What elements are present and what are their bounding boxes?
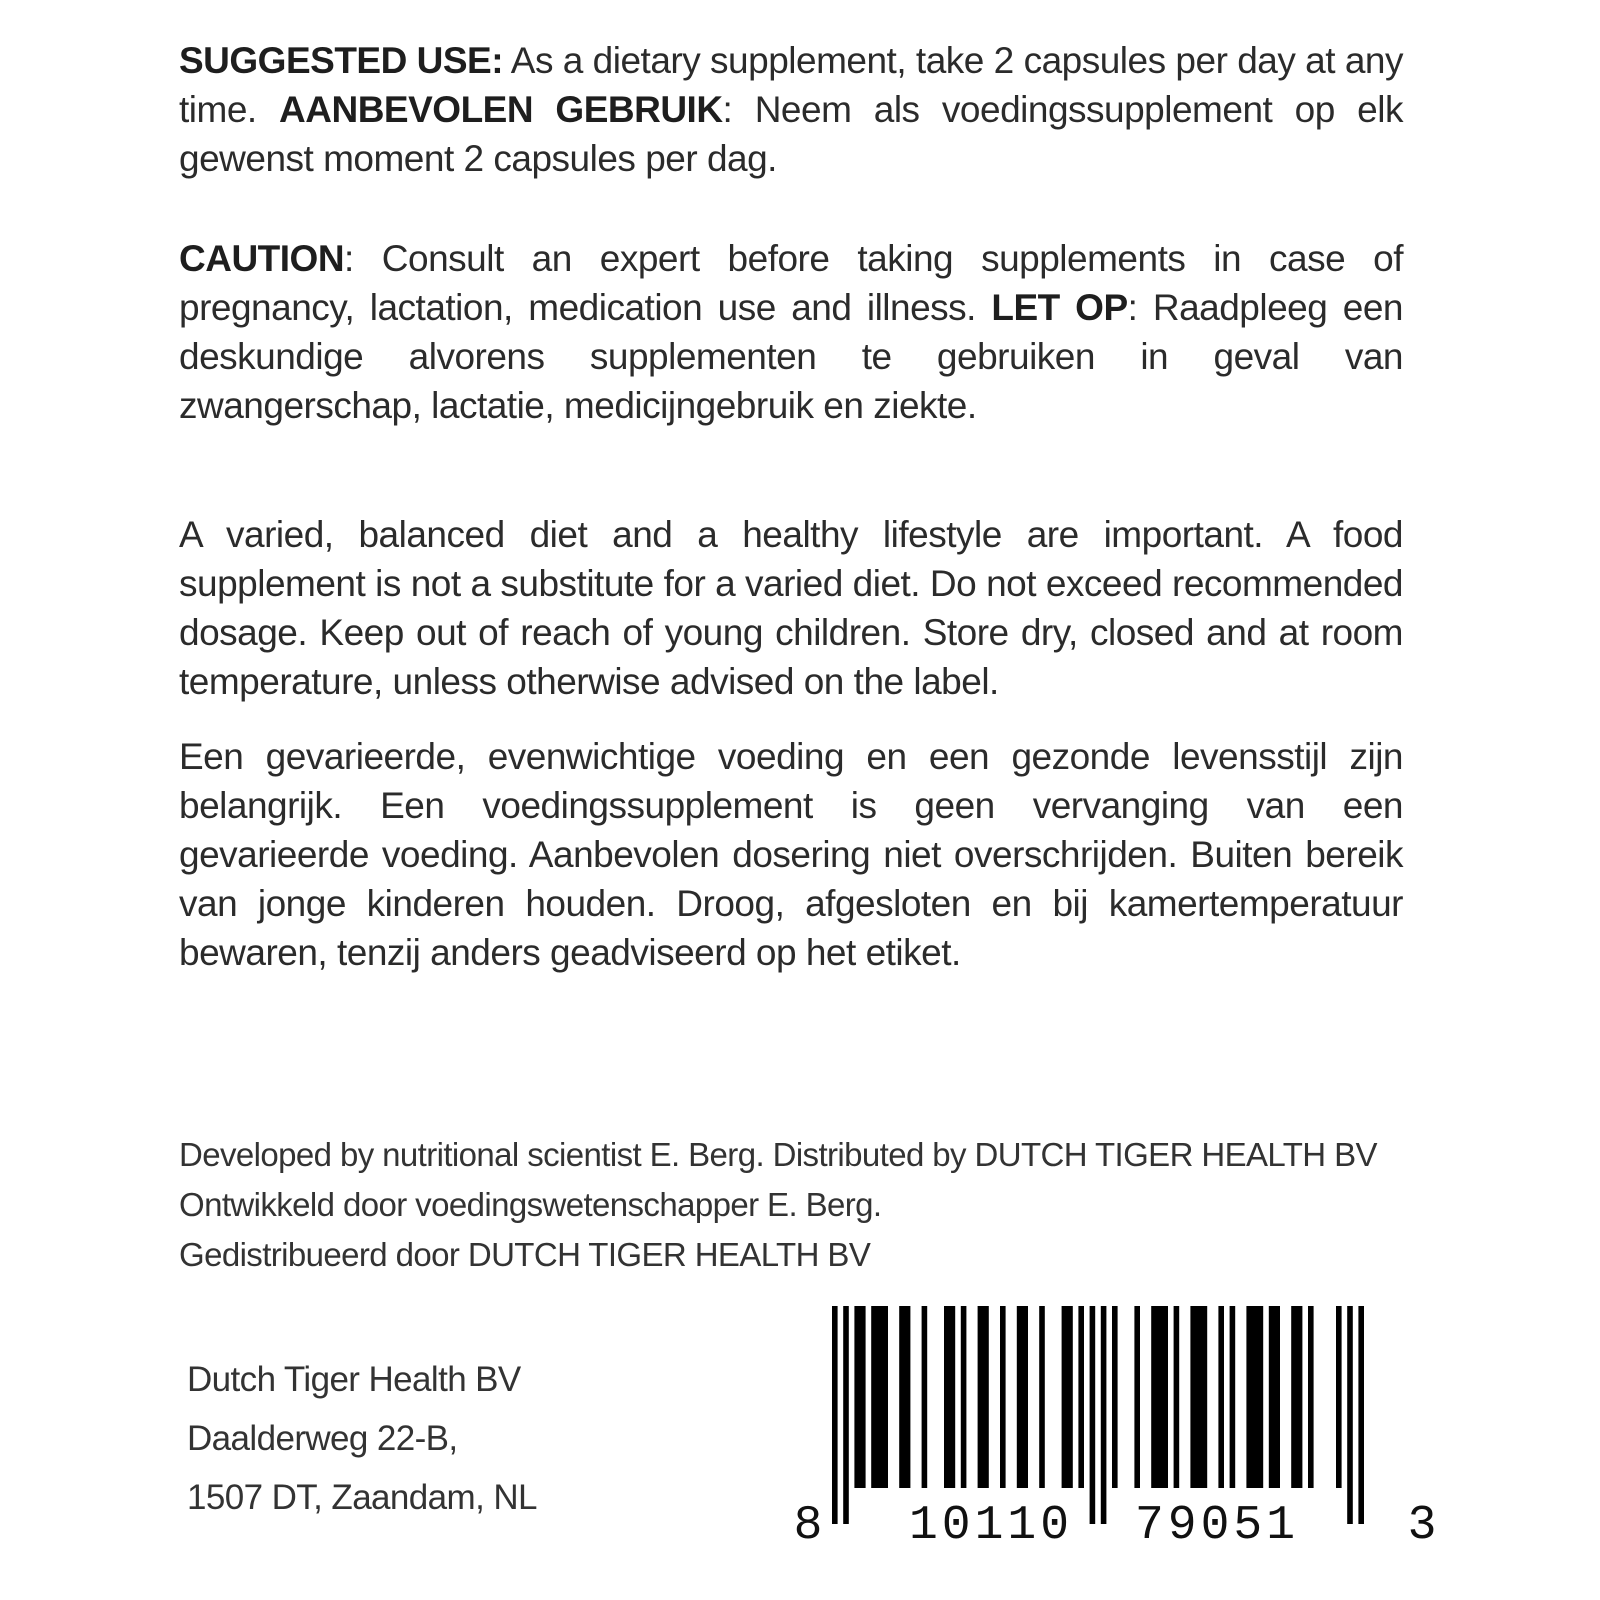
barcode-bar [1347,1306,1353,1524]
barcode [786,1306,1446,1576]
caution-paragraph [179,234,1403,430]
barcode-bar [1151,1306,1168,1488]
barcode-digit-last: 3 [1407,1499,1437,1553]
suggested-use-paragraph [179,36,1403,183]
company-address [187,1350,537,1527]
barcode-bar [1190,1306,1207,1488]
aanbevolen-gebruik-label: AANBEVOLEN GEBRUIK [279,89,723,130]
let-op-text: : Raadpleeg een deskundige alvorens supplementen te gebruiken in geval van zwangerschap, lactatie, medicijngebruik en ziekte. [179,287,1403,426]
credits-block [179,1130,1377,1280]
credits-line-nl-developed: Ontwikkeld door voedingswetenschapper E. Berg. [179,1186,882,1223]
barcode-bar [944,1306,955,1488]
barcode-bar [832,1306,838,1524]
barcode-bar [1134,1306,1140,1488]
barcode-bar [1174,1306,1180,1488]
barcode-group-left: 10110 [908,1499,1074,1553]
barcode-bar [1358,1306,1364,1524]
barcode-bar [843,1306,849,1524]
barcode-bar [1090,1306,1096,1524]
credits-line-en: Developed by nutritional scientist E. Berg. Distributed by DUTCH TIGER HEALTH BV [179,1136,1377,1173]
suggested-use-label: SUGGESTED USE: [179,40,504,81]
barcode-bar [1017,1306,1028,1488]
barcode-bar [1246,1306,1263,1488]
barcode-bars [832,1306,1364,1524]
address-street: Daalderweg 22-B, [187,1419,458,1458]
barcode-bar [1336,1306,1342,1488]
general-warning-en: A varied, balanced diet and a healthy lifestyle are important. A food supplement is not a substitute for a varied diet. Do not exceed recommended dosage. Keep out of reach of young children. Store dry, closed and at room temperature, unless otherwise advised on the label. [179,514,1403,702]
aanbevolen-gebruik-text: : Neem als voedingssupplement op elk gewenst moment 2 capsules per dag. [179,89,1403,179]
barcode-bar [961,1306,967,1488]
general-warning-nl: Een gevarieerde, evenwichtige voeding en een gezonde levensstijl zijn belangrijk. Een voedingssupplement is geen vervanging van een gevarieerde voeding. Aanbevolen dosering niet overschrijden. Buiten bereik van jonge kinderen houden. Droog, afgesloten en bij kamertemperatuur bewaren, tenzij anders geadviseerd op het etiket. [179,736,1403,973]
barcode-bar [1269,1306,1280,1488]
barcode-bar [1291,1306,1302,1488]
let-op-label: LET OP [991,287,1128,328]
barcode-bar [1078,1306,1084,1488]
barcode-bar [1308,1306,1314,1488]
suggested-use-text: As a dietary supplement, take 2 capsules per day at any time. [179,40,1403,130]
caution-label: CAUTION [179,238,345,279]
credits-line-nl-distributed: Gedistribueerd door DUTCH TIGER HEALTH BV [179,1236,871,1273]
barcode-bar [1230,1306,1236,1488]
barcode-bar [1000,1306,1006,1488]
caution-text: : Consult an expert before taking supplements in case of pregnancy, lactation, medication use and illness. [179,238,1403,328]
barcode-bar [922,1306,928,1488]
barcode-group-right: 79051 [1134,1499,1300,1553]
barcode-bar [1101,1306,1107,1524]
barcode-bar [1062,1306,1073,1488]
address-city: 1507 DT, Zaandam, NL [187,1478,537,1517]
barcode-bar [1112,1306,1118,1488]
barcode-bar [1039,1306,1045,1488]
address-company: Dutch Tiger Health BV [187,1360,521,1399]
barcode-graphic [786,1306,1446,1576]
barcode-digit-first: 8 [793,1499,823,1553]
barcode-bar [1218,1306,1224,1488]
barcode-bar [978,1306,989,1488]
barcode-bar [899,1306,910,1488]
barcode-bar [854,1306,865,1488]
barcode-bar [871,1306,888,1488]
